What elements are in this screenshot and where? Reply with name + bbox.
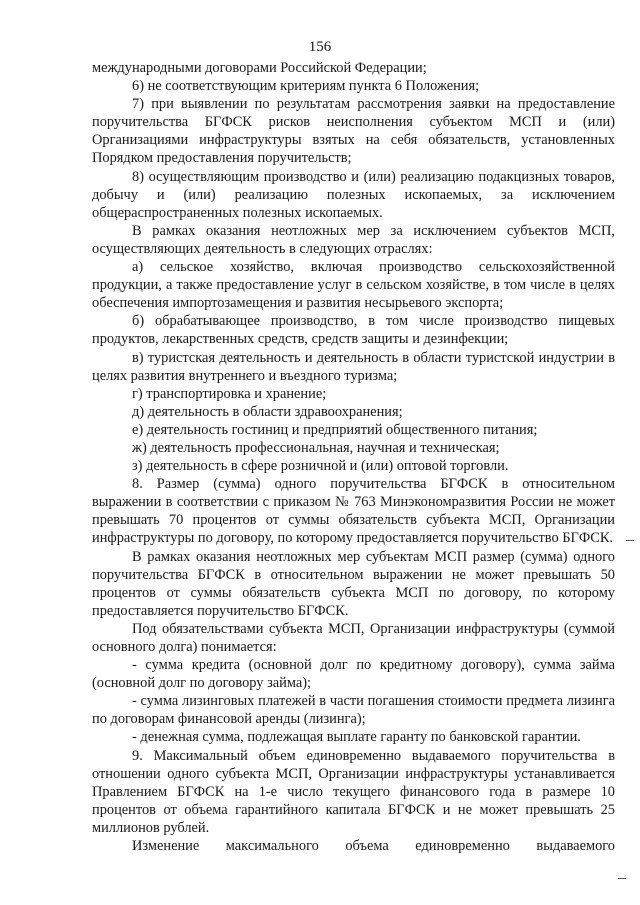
list-item: в) туристская деятельность и деятельность в области туристской индустрии в целях развития внутреннего и въездного туризма;	[92, 349, 615, 384]
paragraph: 8. Размер (сумма) одного поручительства БГФСК в относительном выражении в соответствии с приказом № 763 Минэкономразвития России не может превышать 70 процентов от суммы обязательств субъекта МСП, Организации инфраструктуры по договору, по которому предоставляется поручительство БГФСК.	[92, 476, 615, 547]
list-item: 6) не соответствующим критериям пункта 6 Положения;	[132, 78, 480, 95]
list-item: г) транспортировка и хранение;	[132, 385, 327, 402]
scan-mark	[626, 540, 634, 541]
paragraph: В рамках оказания неотложных мер за исключением субъектов МСП, осуществляющих деятельность в следующих отраслях:	[92, 222, 615, 257]
list-item: е) деятельность гостиниц и предприятий общественного питания;	[132, 421, 538, 438]
list-item: ж) деятельность профессиональная, научная и техническая;	[132, 439, 500, 456]
page-number: 156	[308, 39, 332, 55]
list-item: 7) при выявлении по результатам рассмотрения заявки на предоставление поручительства БГФСК рисков неисполнения субъектом МСП и (или) Организациями инфраструктуры взятых на себя обязательств, установленных Порядком предоставления поручительств;	[92, 96, 615, 167]
paragraph: международными договорами Российской Федерации;	[92, 60, 427, 76]
list-item: - сумма лизинговых платежей в части погашения стоимости предмета лизинга по договорам финансовой аренды (лизинга);	[92, 693, 615, 728]
paragraph: 9. Максимальный объем единовременно выдаваемого поручительства в отношении одного субъекта МСП, Организации инфраструктуры устанавливается Правлением БГФСК на 1-е число текущего финансового года в размере 10 процентов от объема гарантийного капитала БГФСК и не может превышать 25 миллионов рублей.	[92, 747, 615, 836]
document-body	[92, 59, 615, 855]
list-item: - сумма кредита (основной долг по кредитному договору), сумма займа (основной долг по договору займа);	[92, 657, 615, 692]
paragraph: Изменение максимального объема единовременно выдаваемого	[132, 838, 615, 855]
paragraph: В рамках оказания неотложных мер субъектам МСП размер (сумма) одного поручительства БГФСК в относительном выражении не может превышать 50 процентов от суммы обязательств субъекта МСП по договору, по которому предоставляется поручительство БГФСК.	[92, 548, 615, 619]
scan-mark	[618, 878, 626, 879]
paragraph: Под обязательствами субъекта МСП, Организации инфраструктуры (суммой основного долга) понимается:	[92, 620, 615, 655]
list-item: б) обрабатывающее производство, в том числе производство пищевых продуктов, лекарственных средств, средств защиты и дезинфекции;	[92, 313, 615, 348]
list-item: з) деятельность в сфере розничной и (или) оптовой торговли.	[132, 458, 509, 475]
list-item: а) сельское хозяйство, включая производство сельскохозяйственной продукции, а также предоставление услуг в сельском хозяйстве, в том числе в целях обеспечения импортозамещения и развития несырьевого экспорта;	[92, 259, 615, 312]
list-item: 8) осуществляющим производство и (или) реализацию подакцизных товаров, добычу и (или) реализацию полезных ископаемых, за исключением общераспространенных полезных ископаемых.	[92, 168, 615, 221]
list-item: д) деятельность в области здравоохранения;	[132, 403, 403, 420]
list-item: - денежная сумма, подлежащая выплате гаранту по банковской гарантии.	[132, 729, 581, 746]
